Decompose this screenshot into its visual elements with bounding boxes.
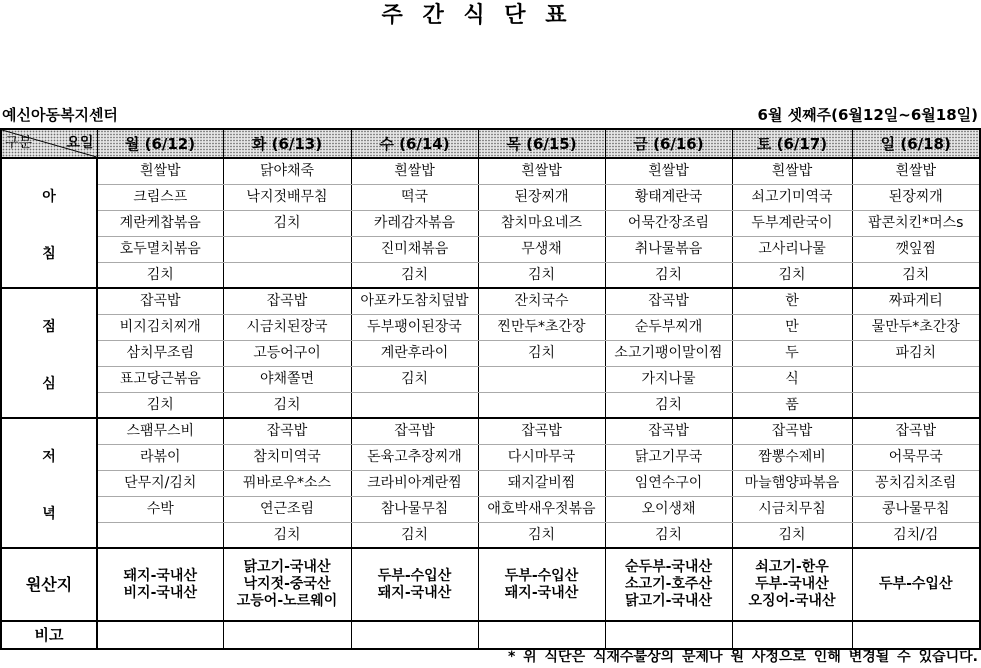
dinner-menu-item: 오이생채 xyxy=(605,496,732,522)
dinner-menu-item: 잡곡밥 xyxy=(852,418,980,444)
breakfast-row xyxy=(1,210,980,236)
lunch-label-top: 점 xyxy=(42,319,56,335)
breakfast-menu-item: 취나물볶음 xyxy=(605,236,732,262)
breakfast-menu-item: 김치 xyxy=(223,210,351,236)
origin-line: 오징어-국내산 xyxy=(748,593,836,609)
origin-line: 닭고기-국내산 xyxy=(625,593,712,609)
lunch-menu-item: 두부팽이된장국 xyxy=(351,314,478,340)
breakfast-row xyxy=(1,158,980,184)
dinner-menu-item: 김치 xyxy=(478,522,605,548)
dinner-row xyxy=(1,496,980,522)
category-label: 구분 xyxy=(5,135,33,151)
page-title: 주 간 식 단 표 xyxy=(381,3,573,28)
dinner-menu-item: 꽁치김치조림 xyxy=(852,470,980,496)
origin-cell-thu xyxy=(478,548,605,621)
dinner-menu-item: 단무지/김치 xyxy=(97,470,223,496)
week-label: 6월 셋째주(6월12일~6월18일) xyxy=(757,106,978,124)
lunch-menu-item: 김치 xyxy=(351,366,478,392)
dinner-menu-item: 잡곡밥 xyxy=(732,418,852,444)
lunch-menu-item: 짜파게티 xyxy=(852,288,980,314)
breakfast-menu-item: 흰쌀밥 xyxy=(351,158,478,184)
day-header-mon: 월 (6/12) xyxy=(97,129,223,158)
dinner-menu-item: 스팸무스비 xyxy=(97,418,223,444)
day-header-tue: 화 (6/13) xyxy=(223,129,351,158)
lunch-row xyxy=(1,314,980,340)
dinner-menu-item: 김치 xyxy=(732,522,852,548)
dinner-menu-item: 돼지갈비찜 xyxy=(478,470,605,496)
day-header-sun: 일 (6/18) xyxy=(852,129,980,158)
breakfast-menu-item: 김치 xyxy=(97,262,223,288)
breakfast-menu-item: 무생채 xyxy=(478,236,605,262)
weekly-menu-table xyxy=(0,128,981,650)
dinner-menu-item: 꿔바로우*소스 xyxy=(223,470,351,496)
breakfast-menu-item: 김치 xyxy=(852,262,980,288)
dinner-menu-item: 어묵무국 xyxy=(852,444,980,470)
origin-line: 순두부-국내산 xyxy=(625,559,712,575)
origin-cell-tue xyxy=(223,548,351,621)
lunch-menu-item: 파김치 xyxy=(852,340,980,366)
remarks-cell xyxy=(852,621,980,649)
lunch-menu-item xyxy=(852,392,980,418)
remarks-cell xyxy=(478,621,605,649)
breakfast-menu-item: 진미채볶음 xyxy=(351,236,478,262)
breakfast-menu-item: 계란케찹볶음 xyxy=(97,210,223,236)
dinner-menu-item: 콩나물무침 xyxy=(852,496,980,522)
day-header-wed: 수 (6/14) xyxy=(351,129,478,158)
breakfast-menu-item: 낙지젓배무침 xyxy=(223,184,351,210)
origin-cell-fri xyxy=(605,548,732,621)
breakfast-menu-item: 닭야채죽 xyxy=(223,158,351,184)
dinner-menu-item: 김치 xyxy=(223,522,351,548)
dinner-row xyxy=(1,470,980,496)
dinner-menu-item: 김치 xyxy=(351,522,478,548)
origin-line: 비지-국내산 xyxy=(123,584,197,601)
breakfast-menu-item xyxy=(223,262,351,288)
lunch-row xyxy=(1,340,980,366)
lunch-menu-item: 김치 xyxy=(478,340,605,366)
breakfast-row xyxy=(1,262,980,288)
breakfast-menu-item xyxy=(223,236,351,262)
dinner-menu-item: 크라비아계란찜 xyxy=(351,470,478,496)
breakfast-menu-item: 김치 xyxy=(478,262,605,288)
remarks-cell xyxy=(732,621,852,649)
breakfast-menu-item: 흰쌀밥 xyxy=(732,158,852,184)
dinner-menu-item: 김치 xyxy=(605,522,732,548)
breakfast-menu-item: 김치 xyxy=(605,262,732,288)
remarks-cell xyxy=(605,621,732,649)
origin-line: 돼지-국내산 xyxy=(123,567,197,584)
lunch-menu-item xyxy=(351,392,478,418)
lunch-menu-item: 아포카도참치덮밥 xyxy=(351,288,478,314)
origin-line: 고등어-노르웨이 xyxy=(236,593,338,609)
breakfast-menu-item: 어묵간장조림 xyxy=(605,210,732,236)
origin-line: 돼지-국내산 xyxy=(504,584,579,601)
lunch-menu-item: 계란후라이 xyxy=(351,340,478,366)
breakfast-menu-item: 김치 xyxy=(351,262,478,288)
lunch-row xyxy=(1,392,980,418)
dinner-label-top: 저 xyxy=(42,449,56,465)
day-of-week-label: 요일 xyxy=(66,135,94,151)
breakfast-menu-item: 떡국 xyxy=(351,184,478,210)
lunch-menu-item: 시금치된장국 xyxy=(223,314,351,340)
breakfast-menu-item: 흰쌀밥 xyxy=(97,158,223,184)
lunch-label-cell xyxy=(1,288,97,418)
lunch-label-bottom: 심 xyxy=(42,376,56,392)
breakfast-menu-item: 호두멸치볶음 xyxy=(97,236,223,262)
dinner-row xyxy=(1,522,980,548)
dinner-menu-item: 잡곡밥 xyxy=(223,418,351,444)
dinner-menu-item: 수박 xyxy=(97,496,223,522)
breakfast-row xyxy=(1,236,980,262)
breakfast-label-bottom: 침 xyxy=(42,246,56,262)
breakfast-menu-item: 팝콘치킨*머스s xyxy=(852,210,980,236)
origin-cell-wed xyxy=(351,548,478,621)
lunch-menu-item xyxy=(478,366,605,392)
lunch-menu-item: 표고당근볶음 xyxy=(97,366,223,392)
dinner-label-cell xyxy=(1,418,97,548)
dinner-row xyxy=(1,418,980,444)
dinner-menu-item: 애호박새우젓볶음 xyxy=(478,496,605,522)
breakfast-menu-item: 김치 xyxy=(732,262,852,288)
breakfast-menu-item: 된장찌개 xyxy=(852,184,980,210)
origin-line: 두부-국내산 xyxy=(755,576,829,592)
header-row xyxy=(1,129,980,158)
breakfast-row xyxy=(1,184,980,210)
center-name: 예신아동복지센터 xyxy=(2,106,118,124)
lunch-row xyxy=(1,366,980,392)
dinner-menu-item: 다시마무국 xyxy=(478,444,605,470)
dinner-menu-item: 짬뽕수제비 xyxy=(732,444,852,470)
remarks-row xyxy=(1,621,980,649)
origin-line: 소고기-호주산 xyxy=(625,576,712,592)
origin-cell-sat xyxy=(732,548,852,621)
lunch-menu-item: 잡곡밥 xyxy=(223,288,351,314)
dinner-menu-item: 김치/김 xyxy=(852,522,980,548)
lunch-menu-item: 찐만두*초간장 xyxy=(478,314,605,340)
breakfast-menu-item: 카레감자볶음 xyxy=(351,210,478,236)
lunch-menu-item: 잡곡밥 xyxy=(97,288,223,314)
lunch-menu-item: 김치 xyxy=(97,392,223,418)
breakfast-menu-item: 쇠고기미역국 xyxy=(732,184,852,210)
origin-line: 두부-수입산 xyxy=(879,576,953,592)
lunch-menu-item: 삼치무조림 xyxy=(97,340,223,366)
lunch-menu-item: 잡곡밥 xyxy=(605,288,732,314)
dinner-menu-item xyxy=(97,522,223,548)
lunch-row xyxy=(1,288,980,314)
breakfast-label-cell xyxy=(1,158,97,288)
origin-line: 쇠고기-한우 xyxy=(755,559,829,575)
breakfast-menu-item: 두부계란국이 xyxy=(732,210,852,236)
footnote: * 위 식단은 식재수불상의 문제나 원 사정으로 인해 변경될 수 있습니다. xyxy=(507,649,978,665)
dinner-row xyxy=(1,444,980,470)
origin-line: 두부-수입산 xyxy=(377,567,452,584)
dinner-menu-item: 잡곡밥 xyxy=(478,418,605,444)
dinner-menu-item: 참나물무침 xyxy=(351,496,478,522)
day-header-fri: 금 (6/16) xyxy=(605,129,732,158)
breakfast-menu-item: 깻잎찜 xyxy=(852,236,980,262)
category-corner-cell xyxy=(1,129,97,158)
lunch-menu-item: 만 xyxy=(732,314,852,340)
lunch-menu-item: 순두부찌개 xyxy=(605,314,732,340)
lunch-menu-item: 김치 xyxy=(605,392,732,418)
breakfast-menu-item: 흰쌀밥 xyxy=(478,158,605,184)
breakfast-menu-item: 참치마요네즈 xyxy=(478,210,605,236)
day-header-sat: 토 (6/17) xyxy=(732,129,852,158)
lunch-menu-item: 김치 xyxy=(223,392,351,418)
origin-label: 원산지 xyxy=(1,548,97,621)
lunch-menu-item: 야채쫄면 xyxy=(223,366,351,392)
dinner-menu-item: 마늘햄양파볶음 xyxy=(732,470,852,496)
lunch-menu-item: 식 xyxy=(732,366,852,392)
dinner-label-bottom: 녁 xyxy=(42,506,56,522)
lunch-menu-item: 한 xyxy=(732,288,852,314)
dinner-menu-item: 잡곡밥 xyxy=(605,418,732,444)
remarks-cell xyxy=(351,621,478,649)
lunch-menu-item: 소고기팽이말이찜 xyxy=(605,340,732,366)
day-header-thu: 목 (6/15) xyxy=(478,129,605,158)
breakfast-menu-item: 고사리나물 xyxy=(732,236,852,262)
dinner-menu-item: 닭고기무국 xyxy=(605,444,732,470)
dinner-menu-item: 잡곡밥 xyxy=(351,418,478,444)
dinner-menu-item: 돈육고추장찌개 xyxy=(351,444,478,470)
dinner-menu-item: 참치미역국 xyxy=(223,444,351,470)
origin-line: 돼지-국내산 xyxy=(377,584,452,601)
lunch-menu-item: 비지김치찌개 xyxy=(97,314,223,340)
dinner-menu-item: 시금치무침 xyxy=(732,496,852,522)
lunch-menu-item: 가지나물 xyxy=(605,366,732,392)
origin-line: 닭고기-국내산 xyxy=(243,559,331,575)
breakfast-menu-item: 흰쌀밥 xyxy=(852,158,980,184)
origin-row xyxy=(1,548,980,621)
lunch-menu-item: 두 xyxy=(732,340,852,366)
lunch-menu-item: 물만두*초간장 xyxy=(852,314,980,340)
origin-line: 두부-수입산 xyxy=(504,567,579,584)
origin-cell-mon xyxy=(97,548,223,621)
lunch-menu-item: 품 xyxy=(732,392,852,418)
breakfast-menu-item: 된장찌개 xyxy=(478,184,605,210)
dinner-menu-item: 라볶이 xyxy=(97,444,223,470)
dinner-menu-item: 임연수구이 xyxy=(605,470,732,496)
remarks-label: 비고 xyxy=(1,621,97,649)
remarks-cell xyxy=(97,621,223,649)
remarks-cell xyxy=(223,621,351,649)
origin-cell-sun xyxy=(852,548,980,621)
lunch-menu-item xyxy=(478,392,605,418)
lunch-menu-item: 잔치국수 xyxy=(478,288,605,314)
breakfast-label-top: 아 xyxy=(42,189,56,205)
breakfast-menu-item: 흰쌀밥 xyxy=(605,158,732,184)
origin-line: 낙지젓-중국산 xyxy=(243,576,331,592)
breakfast-menu-item: 크림스프 xyxy=(97,184,223,210)
lunch-menu-item xyxy=(852,366,980,392)
lunch-menu-item: 고등어구이 xyxy=(223,340,351,366)
breakfast-menu-item: 황태계란국 xyxy=(605,184,732,210)
dinner-menu-item: 연근조림 xyxy=(223,496,351,522)
